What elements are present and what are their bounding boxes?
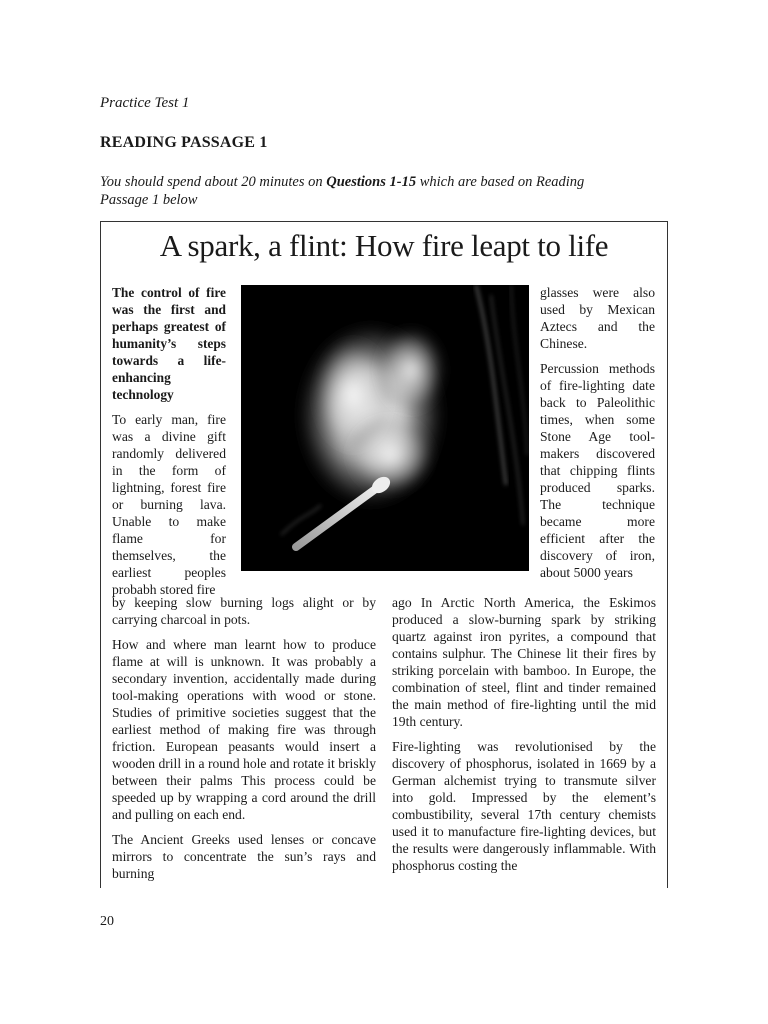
article-title: A spark, a flint: How fire leapt to life	[159, 228, 609, 263]
passage-heading: READING PASSAGE 1	[100, 134, 268, 151]
match-flame-image	[241, 285, 529, 571]
paragraph: The Ancient Greeks used lenses or concave mirrors to concentrate the sun’s rays and burning	[112, 832, 376, 881]
article-box	[100, 221, 668, 888]
right-narrow-column	[540, 284, 655, 589]
match-flame-photo	[241, 285, 529, 571]
practice-test-label: Practice Test 1	[100, 95, 190, 111]
right-wide-column	[392, 594, 656, 882]
instructions	[100, 173, 620, 209]
left-narrow-column	[112, 284, 226, 606]
instructions-questions: Questions 1-15	[326, 174, 417, 190]
paragraph: glasses were also used by Mexican Aztecs and the Chinese.	[540, 285, 655, 351]
paragraph: by keeping slow burning logs alight or by carrying charcoal in pots.	[112, 595, 376, 627]
paragraph: To early man, fire was a divine gift randomly delivered in the form of lightning, forest fire or burning lava. Unable to make flame for themselves, the earliest peoples probabh stored fire	[112, 412, 226, 597]
paragraph: How and where man learnt how to produce flame at will is unknown. It was probably a secondary invention, accidentally made during tool-making operations with wood or stone. Studies of primitive societies suggest that the earliest method of making fire was through friction. European peasants would insert a wooden drill in a round hole and rotate it briskly between their palms This process could be speeded up by wrapping a cord around the drill and pulling on each end.	[112, 637, 376, 822]
paragraph: Percussion methods of fire-lighting date back to Paleolithic times, when some Stone Age tool-makers discovered that chipping flints produced sparks. The technique became more efficient after the discovery of iron, about 5000 years	[540, 361, 655, 580]
left-wide-column	[112, 594, 376, 890]
paragraph: ago In Arctic North America, the Eskimos produced a slow-burning spark by striking quartz against iron pyrites, a compound that contains sulphur. The Chinese lit their fires by striking porcelain with bamboo. In Europe, the combination of steel, flint and tinder remained the main method of fire-lighting until the mid 19th century.	[392, 595, 656, 729]
instructions-text: You should spend about 20 minutes on	[100, 174, 327, 190]
instructions-text-end: which are based on Reading Passage 1 below	[100, 174, 585, 208]
article-lead: The control of fire was the first and perhaps greatest of humanity’s steps towards a life-enhancing technology	[112, 285, 226, 402]
page-number: 20	[100, 914, 114, 929]
paragraph: Fire-lighting was revolutionised by the discovery of phosphorus, isolated in 1669 by a German alchemist trying to transmute silver into gold. Impressed by the element’s combustibility, several 17th century chemists used it to manufacture fire-lighting devices, but the results were dangerously inflammable. With phosphorus costing the	[392, 739, 656, 873]
